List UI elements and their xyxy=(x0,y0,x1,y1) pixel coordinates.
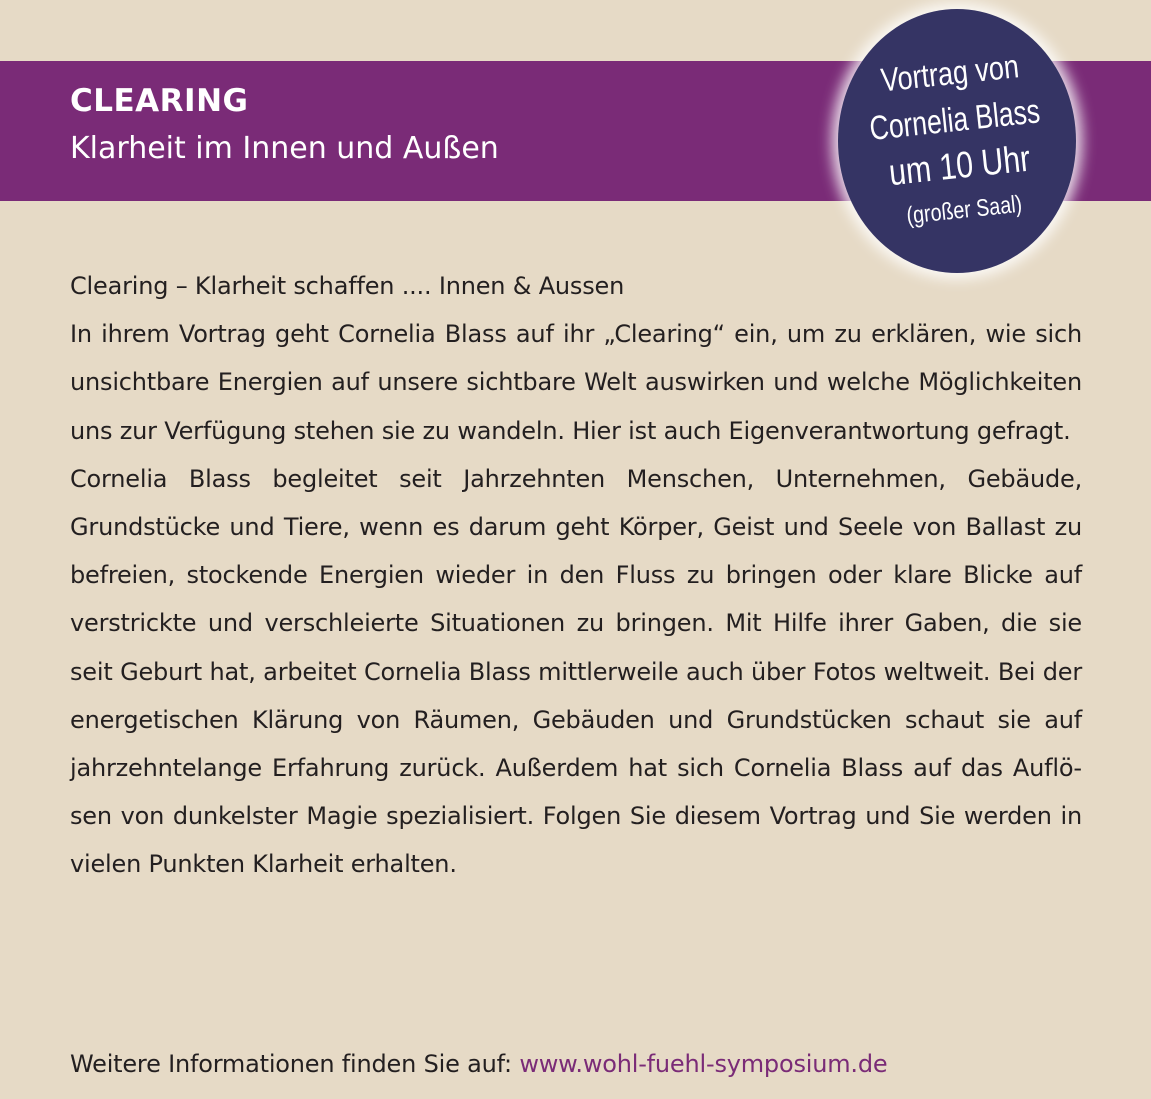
article-body xyxy=(70,262,1082,889)
intro-heading: Clearing – Klarheit schaffen .... Innen & Aussen xyxy=(70,272,625,300)
talk-badge-text xyxy=(825,0,1089,285)
website-link[interactable]: www.wohl-fuehl-symposium.de xyxy=(519,1050,888,1078)
badge-line-speaker: Cornelia Blass xyxy=(867,92,1042,148)
badge-line-room: (großer Saal) xyxy=(905,190,1024,230)
paragraph-talk-description: In ihrem Vortrag geht Cornelia Blass auf ihr „Clearing“ ein, um zu erklären, wie sich unsichtbare Energien auf unsere sichtbare Welt auswirken und welche Möglichkeiten uns zur Verfügung stehen sie zu wandeln. Hier ist auch Eigenverantwortung gefragt. xyxy=(70,320,1082,445)
footer-label: Weitere Informationen finden Sie auf: xyxy=(70,1050,512,1078)
page-title: CLEARING xyxy=(70,83,249,119)
badge-line-time: um 10 Uhr xyxy=(886,137,1033,194)
paragraph-speaker-bio: Cornelia Blass begleitet seit Jahrzehnten Menschen, Unternehmen, Gebäude, Grundstücke und Tiere, wenn es darum geht Körper, Geist und Seele von Ballast zu befreien, stockende Energien wieder in den Fluss zu bringen oder klare Blicke auf verstrickte und verschleierte Situationen zu bringen. Mit Hilfe ihrer Gaben, die sie seit Geburt hat, arbeitet Cornelia Blass mittlerweile auch über Fotos weltweit. Bei der energetischen Klärung von Räumen, Gebäuden und Grundstücken schaut sie auf jahrzehntelange Erfahrung zurück. Außerdem hat sich Cornelia Blass auf das Auflösen von dunkelster Magie spezialisiert. Folgen Sie diesem Vortrag und Sie werden in vielen Punkten Klarheit erhalten. xyxy=(70,464,1082,879)
footer-info xyxy=(70,1052,887,1076)
badge-line-talk: Vortrag von xyxy=(879,47,1021,99)
page-subtitle: Klarheit im Innen und Außen xyxy=(70,131,499,166)
